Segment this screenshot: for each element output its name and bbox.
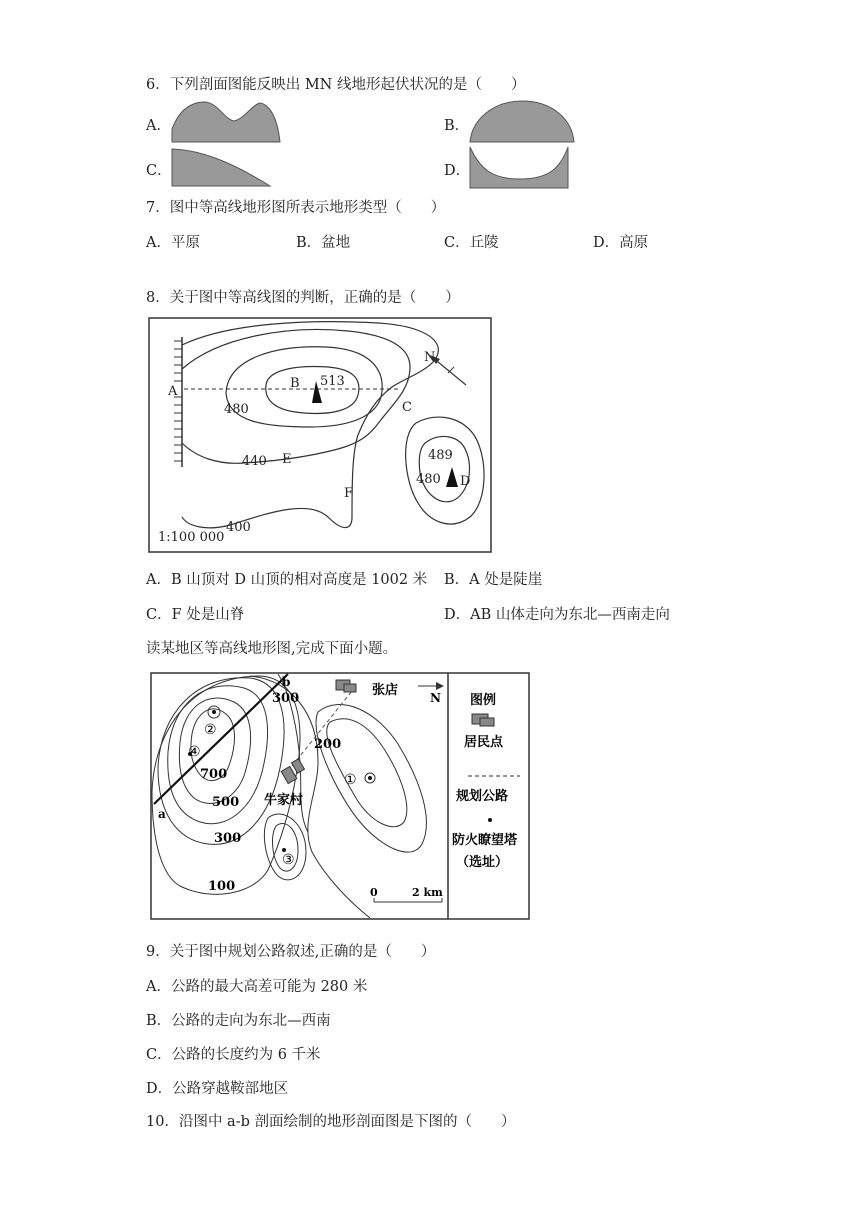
map2-north-label: N	[430, 691, 441, 705]
q8-option-a[interactable]: A．B 山顶对 D 山顶的相对高度是 1002 米	[146, 572, 428, 588]
q8-contour-489: 489	[428, 448, 453, 463]
q8-contour-400: 400	[226, 520, 251, 535]
q7-option-b[interactable]: B．盆地	[296, 235, 351, 251]
q6-profile-d[interactable]	[468, 145, 572, 189]
q9-stem: 9．关于图中规划公路叙述,正确的是（ ）	[146, 944, 436, 960]
q6-stem: 6．下列剖面图能反映出 MN 线地形起伏状况的是（ ）	[146, 77, 526, 93]
q7-option-a[interactable]: A．平原	[146, 235, 200, 251]
q6-option-b-label: B．	[444, 118, 470, 134]
q8-stem: 8．关于图中等高线图的判断，正确的是（ ）	[146, 290, 460, 306]
q8-option-c[interactable]: C．F 处是山脊	[146, 607, 245, 623]
q7-option-d[interactable]: D．高原	[593, 235, 649, 251]
legend-planned-road: 规划公路	[456, 789, 509, 804]
q8-north-label: N	[424, 350, 436, 365]
q6-option-a-label: A．	[146, 118, 171, 134]
q8-label-c: C	[402, 400, 412, 415]
map2-contour-300a: 300	[214, 831, 242, 846]
q6-option-c-label: C．	[146, 163, 172, 179]
map2-label-b: b	[282, 675, 291, 689]
map2-contour-100: 100	[208, 879, 236, 894]
q8-contour-513: 513	[320, 374, 345, 389]
map2-point-4: ④	[188, 744, 201, 760]
q9-option-b[interactable]: B．公路的走向为东北—西南	[146, 1013, 331, 1029]
legend-fire-tower-note: （选址）	[456, 855, 509, 870]
map2-contour-700: 700	[200, 767, 228, 782]
legend-settlement: 居民点	[464, 735, 504, 750]
section-intro: 读某地区等高线地形图,完成下面小题。	[146, 641, 398, 657]
map2-contour-300b: 300	[272, 691, 300, 706]
topographic-map-2	[150, 672, 530, 920]
q8-label-b: B	[290, 376, 300, 391]
q6-profile-c[interactable]	[170, 147, 274, 187]
q9-option-d[interactable]: D．公路穿越鞍部地区	[146, 1081, 289, 1097]
map2-contour-500: 500	[212, 795, 240, 810]
q8-label-e: E	[282, 452, 292, 467]
q6-option-d-label: D．	[444, 163, 471, 179]
place-zhangdian: 张店	[372, 683, 399, 698]
q6-profile-a[interactable]	[170, 99, 282, 143]
legend-title: 图例	[470, 693, 497, 708]
legend-fire-tower: 防火瞭望塔	[452, 833, 518, 848]
q8-label-d: D	[460, 474, 471, 489]
q6-profile-b[interactable]	[468, 99, 576, 143]
q8-contour-480b: 480	[416, 472, 441, 487]
q7-option-c[interactable]: C．丘陵	[444, 235, 499, 251]
q8-label-f: F	[344, 486, 354, 501]
q8-contour-map	[148, 317, 492, 553]
q8-option-d[interactable]: D．AB 山体走向为东北—西南走向	[444, 607, 670, 623]
map2-label-a: a	[158, 807, 166, 821]
q8-label-a: A	[168, 384, 178, 399]
q9-option-a[interactable]: A．公路的最大高差可能为 280 米	[146, 979, 368, 995]
map2-point-2: ②	[204, 722, 217, 738]
map2-scale-zero: 0	[370, 886, 378, 899]
q8-option-b[interactable]: B．A 处是陡崖	[444, 572, 543, 588]
place-niujia-village: 牛家村	[264, 793, 304, 808]
q8-contour-440: 440	[242, 454, 267, 469]
map2-point-3: ③	[282, 852, 295, 868]
q9-option-c[interactable]: C．公路的长度约为 6 千米	[146, 1047, 321, 1063]
q7-stem: 7．图中等高线地形图所表示地形类型（ ）	[146, 200, 446, 216]
map2-contour-200: 200	[314, 737, 342, 752]
q10-stem: 10．沿图中 a-b 剖面绘制的地形剖面图是下图的（ ）	[146, 1114, 516, 1130]
q8-scale: 1:100 000	[158, 530, 225, 545]
map2-scale-distance: 2 km	[412, 886, 443, 899]
map2-point-1: ①	[344, 772, 357, 788]
q8-contour-480a: 480	[224, 402, 249, 417]
